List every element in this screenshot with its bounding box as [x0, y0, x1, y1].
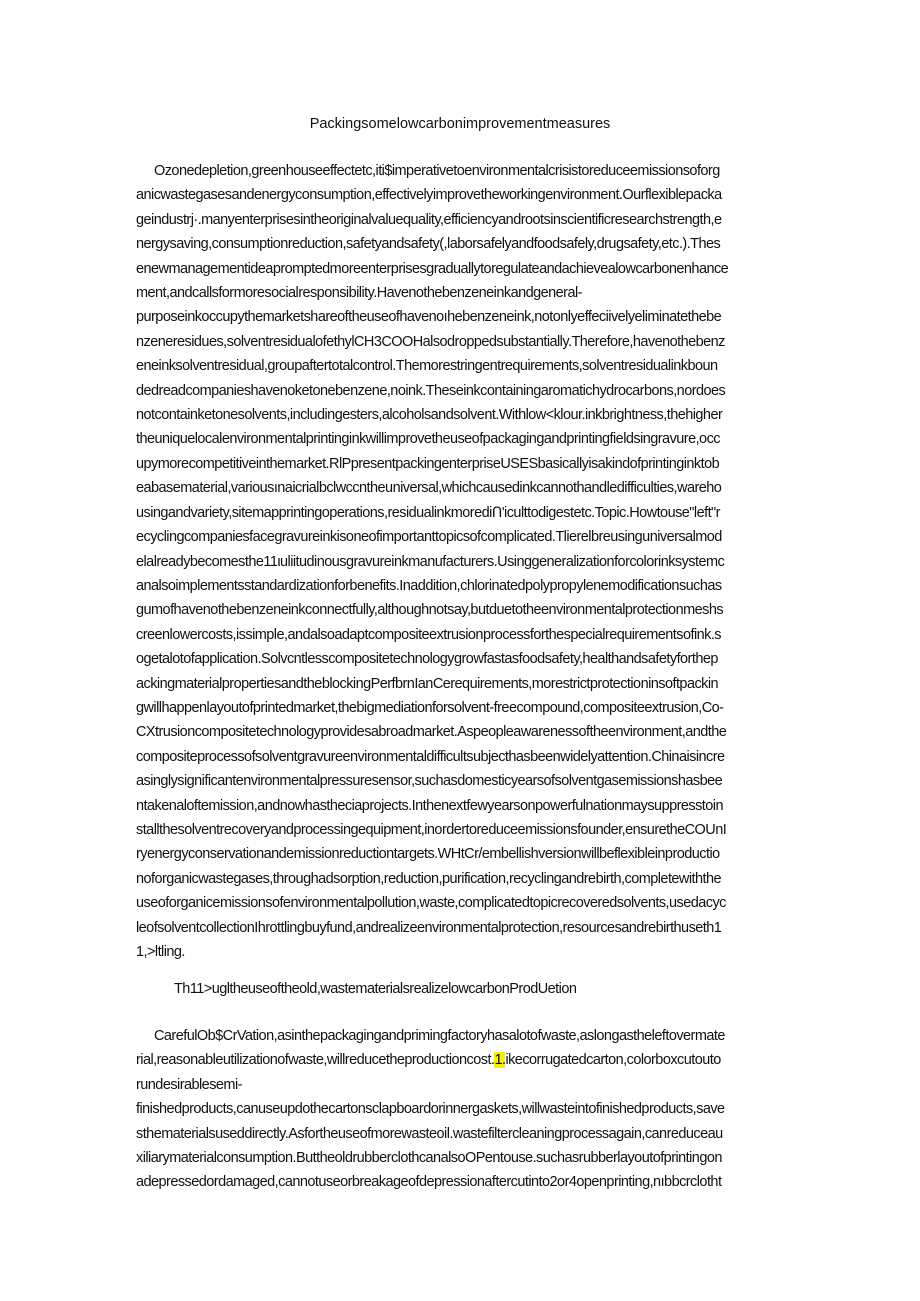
- paragraph-line: ackingmaterialpropertiesandtheblockingPerfbrnIanCerequirements,morestrictprotectioninsoftpackin: [136, 675, 719, 692]
- paragraph-line: usingandvariety,sitemapprintingoperations,residualinkmorediՈ'iculttodigestetc.Topic.Howtouse"left"r: [136, 504, 720, 521]
- paragraph-line: CarefulOb$CrVation,asinthepackagingandprimingfactoryhasalotofwaste,aslongastheleftovermate: [154, 1028, 725, 1044]
- paragraph-line: geindustrj·.manyenterprisesintheoriginalvaluequality,efficiencyandrootsinscientificresearchstrength,e: [136, 211, 722, 228]
- paragraph-line: compositeprocessofsolventgravureenvironmentaldifficultsubjecthasbeenwidelyattention.Chinaisincre: [136, 748, 725, 765]
- paragraph-line: eneinksolventresidual,groupaftertotalcontrol.Themorestringentrequirements,solventresidualinkboun: [136, 358, 718, 375]
- paragraph-line: anicwastegasesandenergyconsumption,effectivelyimprovetheworkingenvironment.Ourflexiblepacka: [136, 187, 722, 204]
- paragraph-line: xiliarymaterialconsumption.ButtheoldrubberclothcanalsoOPentouse.suchasrubberlayoutofprintingon: [136, 1150, 722, 1167]
- paragraph-line: ecyclingcompaniesfacegravureinkisoneofimportanttopicsofcomplicated.Tlierelbreusinguniversalmod: [136, 529, 722, 546]
- paragraph-line: asinglysignificantenvironmentalpressuresensor,suchasdomesticyearsofsolventgasemissionshasbee: [136, 773, 723, 790]
- paragraph-line: Ozonedepletion,greenhouseeffectetc,iti$imperativetoenvironmentalcrisistoreduceemissionsoforg: [154, 163, 720, 179]
- paragraph-line: useoforganicemissionsofenvironmentalpollution,waste,complicatedtopicrecoveredsolvents,usedacyc: [136, 895, 726, 912]
- section-subheading: Th11>ugltheuseoftheold,wastematerialsrealizelowcarbonProdUetion: [174, 981, 577, 997]
- paragraph-line: ryenergyconservationandemissionreductiontargets.WHtCr/embellishversionwillbeflexibleinproductio: [136, 846, 720, 863]
- paragraph-line: noforganicwastegases,throughadsorption,reduction,purification,recyclingandrebirth,completewiththe: [136, 870, 722, 887]
- paragraph-line: purposeinkoccupythemarketshareoftheuseofhavenoıhebenzeneink,notonlyeffeciivelyeliminatethebe: [136, 309, 722, 326]
- paragraph-line: elalreadybecomesthe11ιuliitudinousgravureinkmanufacturers.Usinggeneralizationforcolorinksystemc: [136, 553, 725, 570]
- paragraph-line: leofsolventcollectionIhrottlingbuyfund,andrealizeenvironmentalprotection,resourcesandrebirthuseth1: [136, 919, 722, 936]
- paragraph-line: nergysaving,consumptionreduction,safetyandsafety(,laborsafelyandfoodsafely,drugsafety,etc.).Thes: [136, 236, 721, 253]
- paragraph-line: nzeneresidues,solventresidualofethylCH3COOHalsodroppedsubstantially.Therefore,havenothebenz: [136, 333, 725, 350]
- paragraph-line: analsoimplementsstandardizationforbenefits.Inaddition,chlorinatedpolypropylenemodificationsuchas: [136, 577, 722, 594]
- paragraph-line: [136, 1048, 786, 1072]
- paragraph-line: ogetalotofapplication.Solvcntlesscompositetechnologygrowfastasfoodsafety,healthandsafetyforthep: [136, 651, 718, 668]
- paragraph-line: CXtrusioncompositetechnologyprovidesabroadmarket.Aspeopleawarenessoftheenvironment,andthe: [136, 724, 727, 741]
- paragraph-line: upymorecompetitiveinthemarket.RlPpresentpackingenterpriseUSESbasicallyisakindofprintinginktob: [136, 455, 720, 472]
- paragraph-line: notcontainketonesolvents,includingesters,alcoholsandsolvent.Withlow<klour.inkbrightness,thehigher: [136, 407, 723, 424]
- paragraph-line: 1,>ltling.: [136, 944, 185, 960]
- paragraph-line: adepressedordamaged,cannotuseorbreakageofdepressionaftercutinto2or4openprinting,nıbbcrclotht: [136, 1174, 722, 1191]
- body-paragraph-1: [136, 159, 786, 964]
- paragraph-line: gwillhappenlayoutofprintedmarket,thebigmediationforsolvent-freecompound,compositeextrusion,Co-: [136, 699, 724, 716]
- paragraph-line: ment,andcallsformoresocialresponsibility.Havenothebenzeneinkandgeneral-: [136, 285, 582, 302]
- paragraph-line: rundesirablesemi-: [136, 1076, 242, 1093]
- paragraph-line: sthematerialsuseddirectly.Asfortheuseofmorewasteoil.wastefiltercleaningprocessagain,canreduceau: [136, 1125, 723, 1142]
- document-title: Packingsomelowcarbonimprovementmeasures: [309, 116, 611, 132]
- paragraph-line: finishedproducts,canuseupdothecartonsclapboardorinnergaskets,willwasteintofinishedproducts,save: [136, 1101, 725, 1118]
- paragraph-lines-rest: [136, 1073, 786, 1195]
- paragraph-line: stallthesolventrecoveryandprocessingequipment,inordertoreduceemissionsfounder,ensuretheCOUnI: [136, 821, 727, 838]
- paragraph-line: eabasematerial,variousınaicrialbclwccntheuniversal,whichcausedinkcannothandledifficulties,wareho: [136, 480, 722, 497]
- paragraph-line: theuniquelocalenvironmentalprintinginkwillimprovetheuseofpackagingandprintingfieldsingravure,occ: [136, 431, 720, 448]
- paragraph-line: dedreadcompanieshavenoketonebenzene,noink.Theseinkcontainingaromatichydrocarbons,nordoes: [136, 382, 726, 399]
- paragraph-line: creenlowercosts,issimple,andalsoadaptcompositeextrusionprocessforthespecialrequirementsofink.s: [136, 626, 722, 643]
- paragraph-line: enewmanagementideapromptedmoreenterprisesgraduallytoregulateandachievealowcarbonenhance: [136, 260, 729, 277]
- paragraph-line: gumofhavenothebenzeneinkconnectfully,althoughnotsay,butduetotheenvironmentalprotectionmeshs: [136, 602, 724, 619]
- line-text: rial,reasonableutilizationofwaste,willreducetheproductioncost.: [136, 1052, 495, 1069]
- line-text: ikecorrugatedcarton,colorboxcutouto: [505, 1052, 721, 1069]
- highlighted-text: 1.: [494, 1052, 506, 1069]
- paragraph-line: ntakenaloftemission,andnowhastheciaprojects.Inthenextfewyearsonpowerfulnationmaysuppresstoin: [136, 797, 723, 814]
- body-paragraph-2: [136, 1024, 786, 1195]
